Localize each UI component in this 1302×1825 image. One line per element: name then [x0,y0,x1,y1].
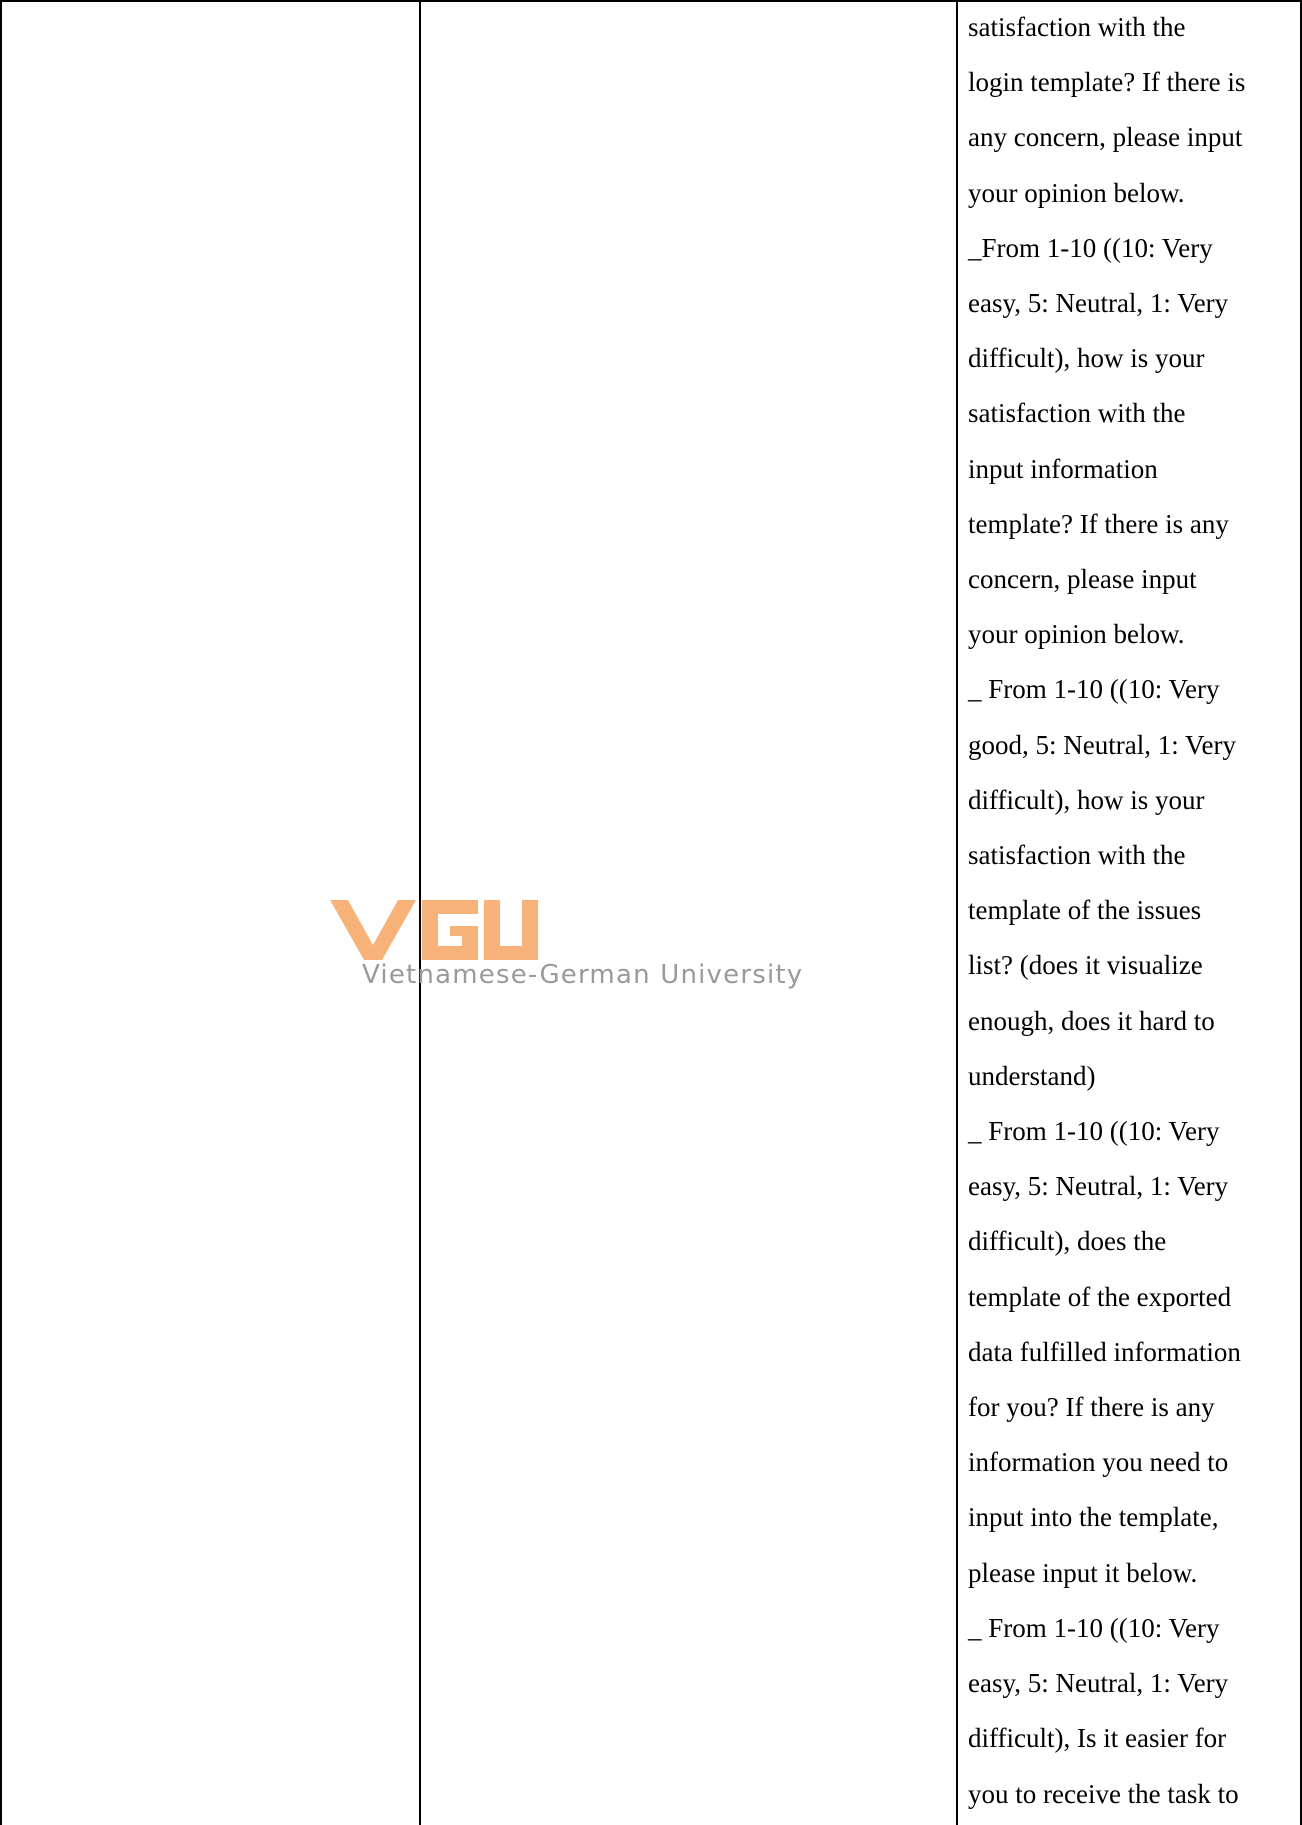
cell-text-line: _ From 1-10 ((10: Very [968,1116,1220,1147]
cell-text-line: you to receive the task to [968,1778,1239,1809]
watermark-caption: Vietnamese-German University [362,960,804,990]
cell-text-line: understand) [968,1060,1096,1091]
cell-text-line: concern, please input [968,564,1197,595]
cell-text-line: difficult), how is your [968,784,1205,815]
cell-text-line: _From 1-10 ((10: Very [968,232,1213,263]
cell-text-line: easy, 5: Neutral, 1: Very [968,1171,1229,1202]
cell-text-line: list? (does it visualize [968,950,1203,981]
table-cell-question-text [968,0,1292,1822]
cell-text-line: difficult), Is it easier for [968,1723,1227,1754]
cell-text-line: input information [968,453,1158,484]
cell-text-line: information you need to [968,1447,1229,1478]
cell-text-line: your opinion below. [968,177,1185,208]
cell-text-line: please input it below. [968,1557,1198,1588]
cell-text-line: good, 5: Neutral, 1: Very [968,729,1236,760]
cell-text-line: for you? If there is any [968,1392,1215,1423]
cell-text-line: data fulfilled information [968,1336,1241,1367]
cell-text-line: easy, 5: Neutral, 1: Very [968,1668,1229,1699]
cell-text-line: your opinion below. [968,619,1185,650]
cell-text-line: _ From 1-10 ((10: Very [968,1612,1220,1643]
cell-text-line: satisfaction with the [968,840,1186,871]
cell-text-line: any concern, please input [968,122,1243,153]
cell-text-line: template? If there is any [968,508,1229,539]
cell-text-line: template of the exported [968,1281,1232,1312]
cell-text-line: enough, does it hard to [968,1005,1215,1036]
cell-text-line: satisfaction with the [968,398,1186,429]
cell-text-line: _ From 1-10 ((10: Very [968,674,1220,705]
cell-text-line: satisfaction with the [968,12,1186,42]
cell-text-line: difficult), does the [968,1226,1167,1257]
vgu-logo-icon [330,900,770,960]
cell-text-line: difficult), how is your [968,343,1205,374]
cell-text-line: input into the template, [968,1502,1219,1533]
cell-text-line: login template? If there is [968,67,1246,98]
vgu-watermark [330,900,804,1010]
cell-text-line: template of the issues [968,895,1202,926]
cell-text-line: easy, 5: Neutral, 1: Very [968,288,1229,319]
